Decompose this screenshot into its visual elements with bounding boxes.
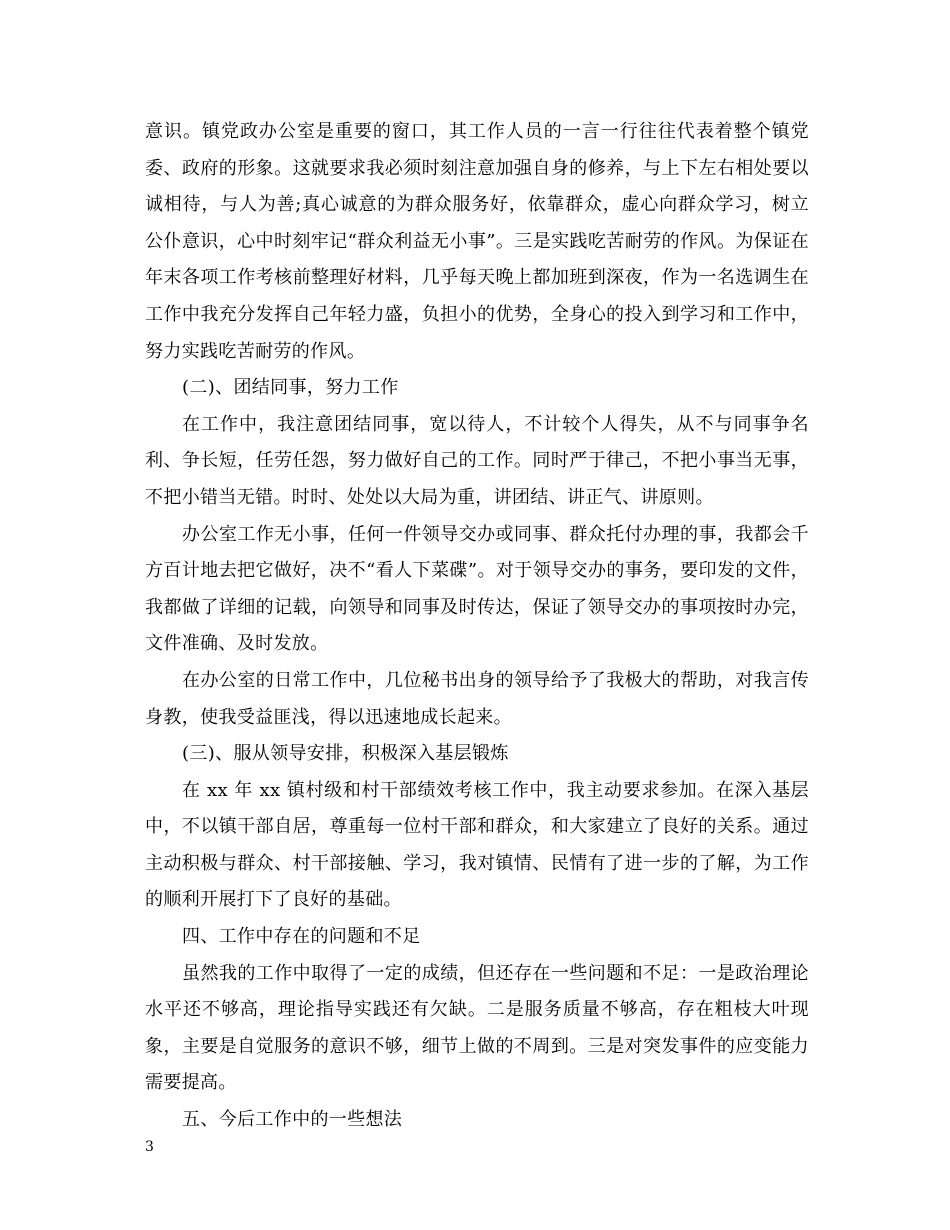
body-paragraph: 意识。镇党政办公室是重要的窗口，其工作人员的一言一行往往代表着整个镇党委、政府的形象。这就要求我必须时刻注意加强自身的修养，与上下左右相处要以诚相待，与人为善;真心诚意的为群众服务好，依靠群众，虚心向群众学习，树立公仆意识，心中时刻牢记“群众利益无小事”。三是实践吃苦耐劳的作风。为保证在年末各项工作考核前整理好材料，几乎每天晚上都加班到深夜，作为一名选调生在工作中我充分发挥自己年轻力盛，负担小的优势，全身心的投入到学习和工作中，努力实践吃苦耐劳的作风。 (145, 121, 809, 362)
page-body (145, 114, 809, 1139)
body-paragraph: 在 xx 年 xx 镇村级和村干部绩效考核工作中，我主动要求参加。在深入基层中，不以镇干部自居，尊重每一位村干部和群众，和大家建立了良好的关系。通过主动积极与群众、村干部接触、学习，我对镇情、民情有了进一步的了解，为工作的顺利开展打下了良好的基础。 (145, 779, 809, 911)
body-paragraph: 虽然我的工作中取得了一定的成绩，但还存在一些问题和不足：一是政治理论水平还不够高，理论指导实践还有欠缺。二是服务质量不够高，存在粗枝大叶现象，主要是自觉服务的意识不够，细节上做的不周到。三是对突发事件的应变能力需要提高。 (145, 962, 809, 1094)
page-number: 3 (145, 1139, 154, 1155)
body-paragraph: 在工作中，我注意团结同事，宽以待人，不计较个人得失，从不与同事争名利、争长短，任劳任怨，努力做好自己的工作。同时严于律己，不把小事当无事，不把小错当无错。时时、处处以大局为重，讲团结、讲正气、讲原则。 (145, 413, 809, 508)
section-heading: 五、今后工作中的一些想法 (182, 1109, 403, 1131)
section-heading: (二)、团结同事，努力工作 (182, 377, 399, 399)
body-paragraph: 在办公室的日常工作中，几位秘书出身的领导给予了我极大的帮助，对我言传身教，使我受益匪浅，得以迅速地成长起来。 (145, 669, 809, 728)
body-paragraph: 办公室工作无小事，任何一件领导交办或同事、群众托付办理的事，我都会千方百计地去把它做好，决不“看人下菜碟”。对于领导交办的事务，要印发的文件，我都做了详细的记载，向领导和同事及时传达，保证了领导交办的事项按时办完，文件准确、及时发放。 (145, 523, 809, 655)
section-heading: 四、工作中存在的问题和不足 (182, 926, 421, 948)
section-heading: (三)、服从领导安排，积极深入基层锻炼 (182, 743, 509, 765)
